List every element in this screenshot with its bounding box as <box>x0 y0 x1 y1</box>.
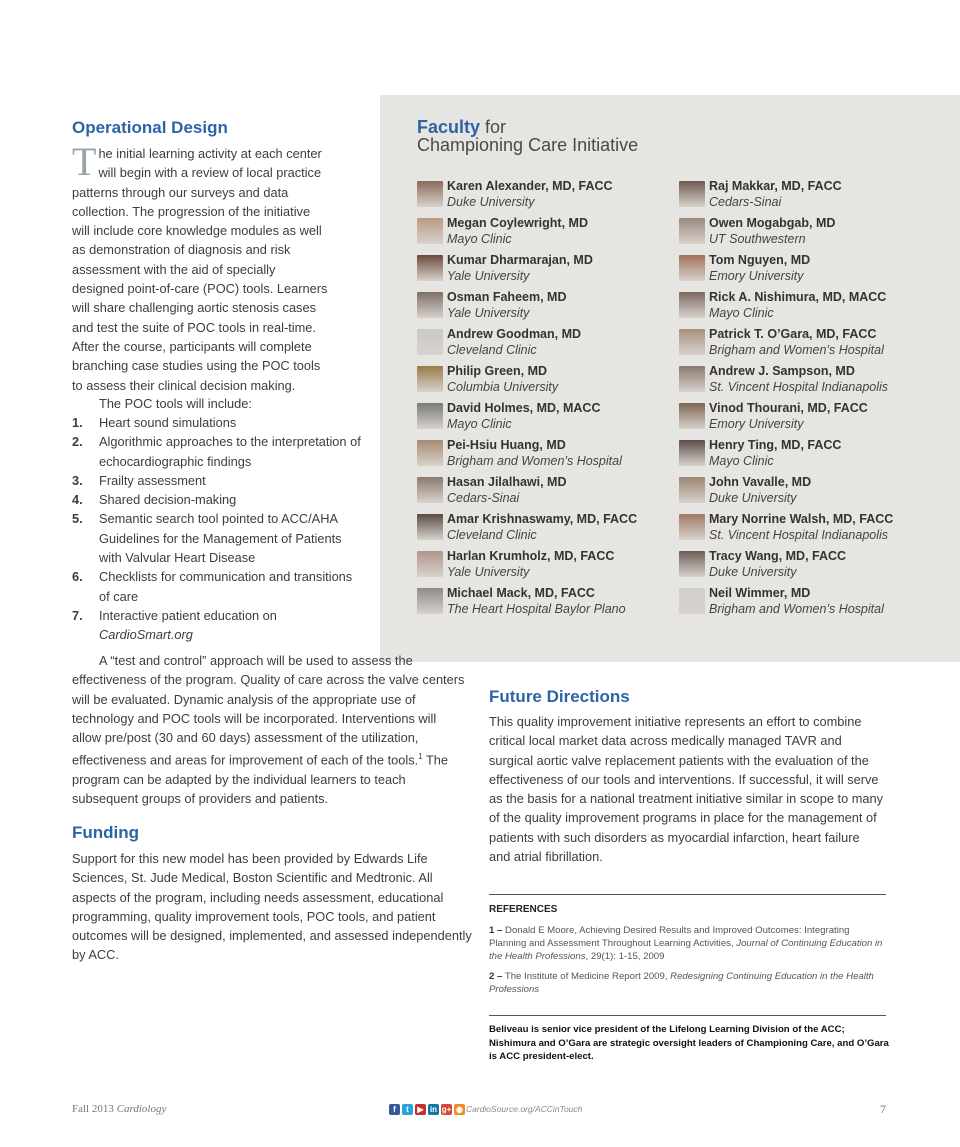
drop-cap: T <box>72 139 97 184</box>
future-text: This quality improvement initiative represents an effort to combine critical local market data across medically managed TAVR and surgical aortic valve replacement patients with the evaluation of the effectiveness of our tools and interventions. If successful, it will serve as the basis for a national treatment initiative similar in scope to many of the quality improvement programs in place for the management of patients with such disorders as myocardial infarction, heart failure and atrial fibrillation. <box>489 714 884 865</box>
faculty-member <box>679 364 949 398</box>
list-item <box>72 471 362 490</box>
operational-paragraph-2-text: A “test and control” approach will be used to assess the effectiveness of the program. Quality of care across the valve centers will be evaluated. Dynamic analysis of the appropriate use of technology and POC tools will be incorporated. Interventions will allow pre/post (30 and 60 days) assessment of the utilization, effectiveness and areas for improvement of each of the tools. <box>72 653 465 768</box>
faculty-photo <box>679 218 705 244</box>
footer-magazine: Cardiology <box>116 1103 167 1115</box>
faculty-name: Tracy Wang, MD, FACC <box>709 549 847 563</box>
faculty-member <box>417 364 687 398</box>
list-number: 4. <box>72 492 83 508</box>
faculty-photo <box>417 255 443 281</box>
faculty-title-line2: Championing Care Initiative <box>417 135 639 155</box>
reference-2 <box>489 970 889 996</box>
faculty-institution: The Heart Hospital Baylor Plano <box>447 602 626 616</box>
faculty-member <box>679 179 949 213</box>
faculty-name: Kumar Dharmarajan, MD <box>447 253 593 267</box>
poc-tools-list <box>72 413 362 645</box>
reference-2-title: Redesigning Continuing Education in the Health Professions <box>489 971 874 995</box>
faculty-institution: Mayo Clinic <box>709 454 774 468</box>
future-heading: Future Directions <box>489 687 630 706</box>
faculty-title-accent: Faculty <box>417 117 481 137</box>
list-text: Heart sound simulations <box>99 415 237 430</box>
faculty-photo <box>417 588 443 614</box>
references-heading: REFERENCES <box>489 904 558 915</box>
googleplus-icon[interactable]: g+ <box>441 1105 452 1114</box>
faculty-institution: Cedars-Sinai <box>447 491 520 505</box>
faculty-name: Michael Mack, MD, FACC <box>447 586 595 600</box>
faculty-name: Osman Faheem, MD <box>447 290 567 304</box>
faculty-name: Harlan Krumholz, MD, FACC <box>447 549 615 563</box>
faculty-photo <box>417 514 443 540</box>
faculty-name: Henry Ting, MD, FACC <box>709 438 842 452</box>
footnote-marker: 1 <box>418 752 423 762</box>
faculty-name: Tom Nguyen, MD <box>709 253 811 267</box>
reference-1-text: Donald E Moore, Achieving Desired Results and Improved Outcomes: Integrating Planning and Assessment Throughout Learning Activities, <box>489 925 850 949</box>
faculty-photo <box>417 477 443 503</box>
faculty-photo <box>679 366 705 392</box>
faculty-photo <box>679 255 705 281</box>
faculty-member <box>417 586 687 620</box>
list-number: 7. <box>72 607 83 623</box>
faculty-institution: St. Vincent Hospital Indianapolis <box>709 528 889 542</box>
faculty-title <box>417 118 638 154</box>
faculty-name: Patrick T. O’Gara, MD, FACC <box>709 327 877 341</box>
faculty-photo <box>417 181 443 207</box>
footer-url[interactable]: CardioSource.org/ACCinTouch <box>466 1104 583 1114</box>
faculty-name: Neil Wimmer, MD <box>709 586 811 600</box>
faculty-member <box>417 475 687 509</box>
faculty-member <box>679 290 949 324</box>
faculty-photo <box>679 440 705 466</box>
faculty-name: Megan Coylewright, MD <box>447 216 588 230</box>
faculty-institution: Cedars-Sinai <box>709 195 782 209</box>
faculty-member <box>417 512 687 546</box>
faculty-institution: Brigham and Women’s Hospital <box>447 454 622 468</box>
faculty-institution: Emory University <box>709 417 804 431</box>
faculty-member <box>417 401 687 435</box>
list-item <box>72 490 362 509</box>
faculty-member <box>417 290 687 324</box>
reference-2-text: The Institute of Medicine Report 2009, <box>502 971 671 982</box>
page-number: 7 <box>880 1102 886 1116</box>
faculty-photo <box>417 440 443 466</box>
faculty-member <box>679 586 949 620</box>
faculty-institution: Mayo Clinic <box>447 232 512 246</box>
faculty-member <box>417 253 687 287</box>
faculty-name: Vinod Thourani, MD, FACC <box>709 401 868 415</box>
faculty-photo <box>679 292 705 318</box>
rss-icon[interactable]: ◉ <box>454 1104 465 1115</box>
faculty-photo <box>417 218 443 244</box>
faculty-institution: Emory University <box>709 269 804 283</box>
faculty-institution: Brigham and Women’s Hospital <box>709 343 884 357</box>
faculty-name: David Holmes, MD, MACC <box>447 401 601 415</box>
faculty-member <box>679 475 949 509</box>
social-icons <box>389 1104 465 1116</box>
faculty-member <box>679 549 949 583</box>
faculty-member <box>679 253 949 287</box>
faculty-member <box>679 401 949 435</box>
reference-1-issue: , 29(1): 1-15, 2009 <box>585 951 665 962</box>
faculty-institution: St. Vincent Hospital Indianapolis <box>709 380 889 394</box>
operational-paragraph-1 <box>72 139 330 395</box>
faculty-name: Mary Norrine Walsh, MD, FACC <box>709 512 894 526</box>
references-divider-bottom <box>489 1015 886 1016</box>
faculty-institution: UT Southwestern <box>709 232 806 246</box>
reference-1-number: 1 – <box>489 925 503 936</box>
faculty-institution: Yale University <box>447 306 530 320</box>
operational-heading: Operational Design <box>72 118 228 137</box>
faculty-institution: Brigham and Women’s Hospital <box>709 602 884 616</box>
list-number: 1. <box>72 415 83 430</box>
reference-1-journal: Journal of Continuing Education in the Health Professions <box>489 938 883 962</box>
poc-list-intro: The POC tools will include: <box>99 396 252 411</box>
footer-issue <box>72 1103 166 1115</box>
funding-text: Support for this new model has been provided by Edwards Life Sciences, St. Jude Medical, Boston Scientific and Medtronic. All aspects of the program, including needs assessment, educational programming, quality improvement tools, POC tools, and patient outcomes will be designed, implemented, and assessed independently by ACC. <box>72 851 472 963</box>
faculty-member <box>417 549 687 583</box>
faculty-member <box>417 327 687 361</box>
facebook-icon[interactable]: f <box>389 1104 400 1115</box>
funding-heading: Funding <box>72 823 140 842</box>
operational-paragraph-1-text: he initial learning activity at each center will begin with a review of local practice patterns through our surveys and data collection. The progression of the initiative will include core knowledge modules as well as demonstration of diagnosis and risk assessment with the aid of specially designed point-of-care (POC) tools. Learners will share challenging aortic stenosis cases and test the suite of POC tools in real-time. After the course, participants will complete branching case studies using the POC tools to assess their clinical decision making. <box>72 146 328 393</box>
author-bio: Beliveau is senior vice president of the Lifelong Learning Division of the ACC; Nishimura and O’Gara are strategic oversight leaders of Championing Care, and O’Gara is ACC president-elect. <box>489 1024 889 1062</box>
list-item <box>72 606 362 645</box>
cardiosmart-link[interactable]: CardioSmart.org <box>99 627 193 643</box>
faculty-photo <box>417 292 443 318</box>
faculty-institution: Mayo Clinic <box>447 417 512 431</box>
references-divider-top <box>489 894 886 895</box>
faculty-institution: Columbia University <box>447 380 559 394</box>
twitter-icon[interactable]: t <box>402 1104 413 1115</box>
list-text: Frailty assessment <box>99 472 206 488</box>
list-number: 3. <box>72 472 83 488</box>
faculty-name: Amar Krishnaswamy, MD, FACC <box>447 512 638 526</box>
faculty-institution: Duke University <box>447 195 535 209</box>
faculty-institution: Yale University <box>447 269 530 283</box>
faculty-photo <box>679 477 705 503</box>
faculty-name: Raj Makkar, MD, FACC <box>709 179 842 193</box>
list-item <box>72 509 362 567</box>
faculty-name: Philip Green, MD <box>447 364 548 378</box>
faculty-name: Rick A. Nishimura, MD, MACC <box>709 290 887 304</box>
list-number: 2. <box>72 434 83 450</box>
faculty-photo <box>417 403 443 429</box>
reference-2-number: 2 – <box>489 971 503 982</box>
operational-paragraph-2-end: The program can be adapted by the individual learners to teach subsequent groups of providers and patients. <box>72 752 449 807</box>
faculty-photo <box>679 514 705 540</box>
faculty-photo <box>417 329 443 355</box>
faculty-institution: Duke University <box>709 565 797 579</box>
faculty-photo <box>417 366 443 392</box>
faculty-name: Pei-Hsiu Huang, MD <box>447 438 566 452</box>
faculty-name: John Vavalle, MD <box>709 475 812 489</box>
faculty-photo <box>679 588 705 614</box>
faculty-name: Hasan Jilalhawi, MD <box>447 475 567 489</box>
faculty-photo <box>679 181 705 207</box>
faculty-name: Andrew Goodman, MD <box>447 327 582 341</box>
faculty-title-for: for <box>480 117 507 137</box>
faculty-photo <box>679 551 705 577</box>
list-text: Interactive patient education on <box>99 607 277 623</box>
list-number: 6. <box>72 569 83 585</box>
list-text: Shared decision-making <box>99 492 237 508</box>
list-item <box>72 413 362 432</box>
reference-1 <box>489 924 889 963</box>
faculty-member <box>417 179 687 213</box>
list-text: Checklists for communication and transitions of care <box>99 569 353 604</box>
linkedin-icon[interactable]: in <box>429 1105 438 1114</box>
faculty-photo <box>679 329 705 355</box>
faculty-member <box>679 216 949 250</box>
faculty-name: Owen Mogabgab, MD <box>709 216 836 230</box>
faculty-name: Karen Alexander, MD, FACC <box>447 179 613 193</box>
faculty-institution: Yale University <box>447 565 530 579</box>
faculty-member <box>679 438 949 472</box>
faculty-photo <box>679 403 705 429</box>
faculty-institution: Duke University <box>709 491 797 505</box>
faculty-member <box>417 438 687 472</box>
list-text: Semantic search tool pointed to ACC/AHA Guidelines for the Management of Patients with Valvular Heart Disease <box>99 511 342 566</box>
faculty-institution: Cleveland Clinic <box>447 528 537 542</box>
faculty-member <box>679 512 949 546</box>
list-text: Algorithmic approaches to the interpretation of echocardiographic findings <box>99 434 361 469</box>
footer-season: Fall 2013 <box>72 1103 117 1115</box>
list-item <box>72 432 362 471</box>
list-item <box>72 567 362 606</box>
operational-paragraph-2 <box>72 651 468 809</box>
faculty-photo <box>417 551 443 577</box>
faculty-institution: Cleveland Clinic <box>447 343 537 357</box>
faculty-member <box>679 327 949 361</box>
faculty-member <box>417 216 687 250</box>
faculty-institution: Mayo Clinic <box>709 306 774 320</box>
youtube-icon[interactable]: ▶ <box>415 1104 426 1115</box>
list-number: 5. <box>72 511 83 527</box>
faculty-name: Andrew J. Sampson, MD <box>709 364 855 378</box>
